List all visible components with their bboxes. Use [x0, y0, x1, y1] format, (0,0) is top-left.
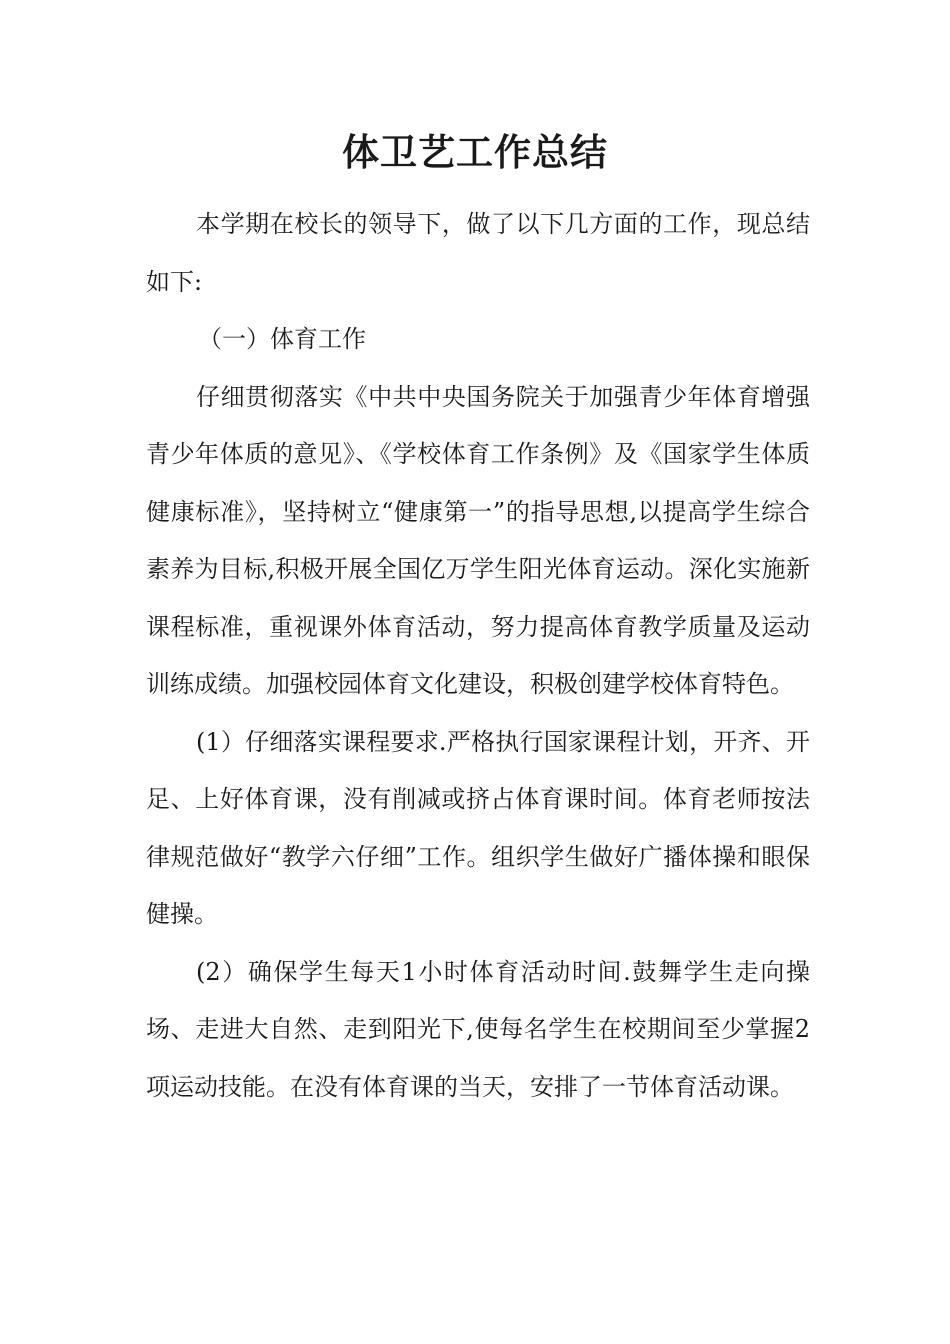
intro-paragraph: 本学期在校长的领导下，做了以下几方面的工作，现总结如下:	[146, 210, 810, 296]
section-heading-sports: （一）体育工作	[198, 325, 366, 353]
document-body	[146, 196, 810, 1116]
sports-overview-paragraph: 仔细贯彻落实《中共中央国务院关于加强青少年体育增强青少年体质的意见》、《学校体育工作条例》及《国家学生体质健康标准》，坚持树立“健康第一”的指导思想,以提高学生综合素养为目标,积极开展全国亿万学生阳光体育运动。深化实施新课程标准，重视课外体育活动，努力提高体育教学质量及运动训练成绩。加强校园体育文化建设，积极创建学校体育特色。	[146, 382, 810, 698]
item-1-paragraph: (1）仔细落实课程要求.严格执行国家课程计划，开齐、开足、上好体育课，没有削减或挤占体育课时间。体育老师按法律规范做好“教学六仔细”工作。组织学生做好广播体操和眼保健操。	[146, 727, 810, 928]
item-2-paragraph: (2）确保学生每天1小时体育活动时间.鼓舞学生走向操场、走进大自然、走到阳光下,使每名学生在校期间至少掌握2项运动技能。在没有体育课的当天，安排了一节体育活动课。	[146, 957, 810, 1101]
document-title: 体卫艺工作总结	[342, 130, 608, 174]
